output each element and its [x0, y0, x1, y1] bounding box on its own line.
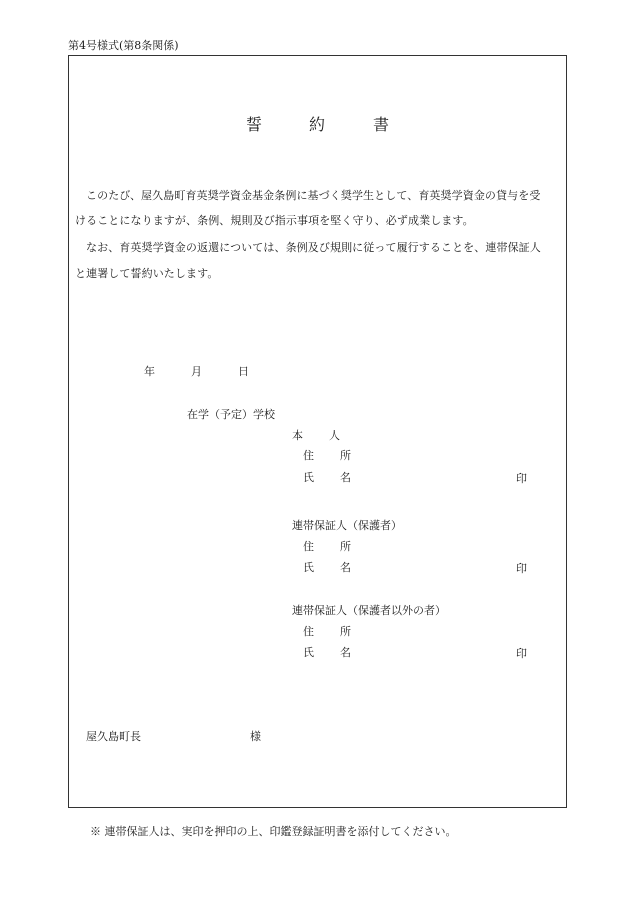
- person-name-char-2: 名: [340, 471, 351, 484]
- person-heading-char-1: 本: [292, 429, 303, 442]
- person-address-char-2: 所: [340, 449, 351, 462]
- guarantor-other-heading: 連帯保証人（保護者以外の者）: [292, 604, 446, 617]
- date-month-label: 月: [191, 365, 202, 378]
- person-seal-mark: 印: [516, 472, 527, 485]
- person-address-char-1: 住: [303, 449, 314, 462]
- form-number: 第4号様式(第8条関係): [68, 39, 179, 52]
- body-paragraph-2-line-2: と連署して誓約いたします。: [75, 267, 219, 280]
- date-day-label: 日: [238, 365, 249, 378]
- body-paragraph-1-line-1: このたび、屋久島町育英奨学資金基金条例に基づく奨学生として、育英奨学資金の貸与を受: [86, 189, 541, 202]
- body-paragraph-2-line-1: なお、育英奨学資金の返還については、条例及び規則に従って履行することを、連帯保証人: [86, 241, 541, 254]
- guarantor-other-name-char-1: 氏: [303, 646, 314, 659]
- guarantor-parent-address-char-2: 所: [340, 540, 351, 553]
- guarantor-parent-address-char-1: 住: [303, 540, 314, 553]
- addressee-name: 屋久島町長: [86, 730, 141, 743]
- title-char-1: 誓: [246, 115, 263, 134]
- guarantor-other-name-char-2: 名: [340, 646, 351, 659]
- body-paragraph-1-line-2: けることになりますが、条例、規則及び指示事項を堅く守り、必ず成業します。: [75, 214, 474, 227]
- addressee-honorific: 様: [250, 730, 261, 743]
- date-year-label: 年: [144, 365, 155, 378]
- footnote: ※ 連帯保証人は、実印を押印の上、印鑑登録証明書を添付してください。: [90, 825, 457, 838]
- person-heading-char-2: 人: [329, 429, 340, 442]
- guarantor-parent-heading: 連帯保証人（保護者）: [292, 519, 402, 532]
- school-label: 在学（予定）学校: [187, 408, 275, 421]
- guarantor-parent-name-char-2: 名: [340, 561, 351, 574]
- title-char-2: 約: [309, 115, 326, 134]
- guarantor-other-address-char-1: 住: [303, 625, 314, 638]
- guarantor-parent-seal-mark: 印: [516, 562, 527, 575]
- guarantor-other-address-char-2: 所: [340, 625, 351, 638]
- person-name-char-1: 氏: [303, 471, 314, 484]
- form-frame: [68, 55, 567, 808]
- guarantor-parent-name-char-1: 氏: [303, 561, 314, 574]
- guarantor-other-seal-mark: 印: [516, 647, 527, 660]
- title-char-3: 書: [373, 115, 390, 134]
